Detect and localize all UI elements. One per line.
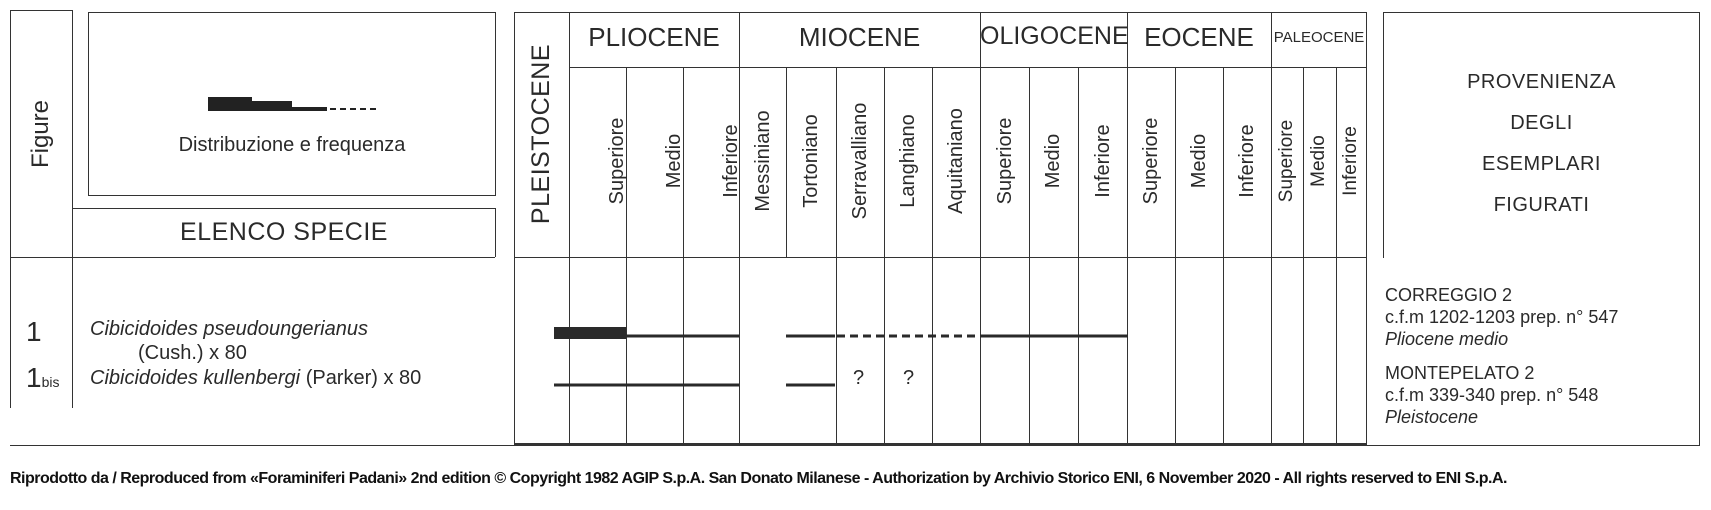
pleistocene-label: PLEISTOCENE bbox=[527, 43, 555, 225]
epoch-name-eocene: EOCENE bbox=[1144, 22, 1254, 52]
stage-label: Inferiore bbox=[1092, 124, 1114, 198]
epoch-name-pliocene: PLIOCENE bbox=[588, 22, 720, 52]
species-list-title: ELENCO SPECIE bbox=[180, 218, 388, 246]
abundance-bar-thick bbox=[554, 327, 626, 339]
provenance-detail: c.f.m 1202-1203 prep. n° 547 bbox=[1385, 307, 1619, 327]
table-bottom-border bbox=[10, 445, 1700, 446]
stage-label: Inferiore bbox=[1340, 126, 1361, 196]
copyright-footer: Riprodotto da / Reproduced from «Foraminiferi Padani» 2nd edition © Copyright 1982 AGIP S.p.A. San Donato Milanese - Authorization by Archivio Storico ENI, 6 November 2020 - All rights reserved to ENI S.p.A. bbox=[10, 470, 1507, 487]
stage-label: Langhiano bbox=[897, 114, 919, 208]
stage-label: Superiore bbox=[994, 117, 1016, 205]
epoch-name-miocene: MIOCENE bbox=[798, 22, 921, 52]
top-border bbox=[10, 10, 72, 11]
provenance-entry-1 bbox=[1385, 284, 1618, 350]
frequency-legend-graphic bbox=[200, 90, 390, 120]
stage-label: Inferiore bbox=[1236, 124, 1258, 198]
provenance-age: Pleistocene bbox=[1385, 407, 1479, 427]
species-1-name: Cibicidoides pseudoungerianus bbox=[90, 318, 368, 340]
range-bars bbox=[514, 258, 1367, 443]
stage-label: Medio bbox=[1188, 133, 1210, 189]
figure-column-label: Figure bbox=[27, 99, 54, 169]
stage-label: Serravalliano bbox=[849, 102, 871, 220]
provenance-age: Pliocene medio bbox=[1385, 329, 1509, 349]
provenance-title: PROVENIENZA DEGLI ESEMPLARI FIGURATI bbox=[1467, 71, 1616, 216]
uncertain-range-mark: ? bbox=[903, 367, 915, 389]
species-2-name: Cibicidoides kullenbergi (Parker) x 80 bbox=[90, 367, 422, 389]
figure-number-1: 1 bbox=[26, 316, 42, 347]
stage-label: Tortoniano bbox=[800, 114, 822, 208]
uncertain-range-mark: ? bbox=[853, 367, 865, 389]
stage-label: Inferiore bbox=[720, 124, 742, 198]
provenance-detail: c.f.m 339-340 prep. n° 548 bbox=[1385, 385, 1599, 405]
stage-label: Superiore bbox=[1276, 119, 1297, 203]
species-1-author: (Cush.) x 80 bbox=[138, 342, 247, 364]
stage-label: Medio bbox=[1308, 135, 1329, 187]
provenance-site: MONTEPELATO 2 bbox=[1385, 363, 1535, 383]
stage-label: Medio bbox=[663, 133, 685, 189]
stage-label: Superiore bbox=[606, 117, 628, 205]
provenance-site: CORREGGIO 2 bbox=[1385, 285, 1513, 305]
legend-caption: Distribuzione e frequenza bbox=[178, 134, 406, 156]
stage-label: Superiore bbox=[1140, 117, 1162, 205]
header-bottom-border bbox=[10, 257, 495, 258]
stage-label: Messiniano bbox=[752, 110, 774, 212]
stage-label: Medio bbox=[1042, 133, 1064, 189]
epoch-row-divider bbox=[569, 67, 1367, 68]
stage-label: Aquitaniano bbox=[945, 108, 967, 214]
stage-divider bbox=[786, 67, 787, 257]
provenance-entry-2 bbox=[1385, 362, 1598, 428]
epoch-name-paleocene: PALEOCENE bbox=[1273, 29, 1365, 46]
epoch-name-oligocene: OLIGOCENE bbox=[980, 22, 1129, 50]
figure-number-1bis: 1bis bbox=[26, 362, 60, 393]
left-border bbox=[10, 10, 11, 408]
chart-bottom-line bbox=[514, 443, 1367, 445]
